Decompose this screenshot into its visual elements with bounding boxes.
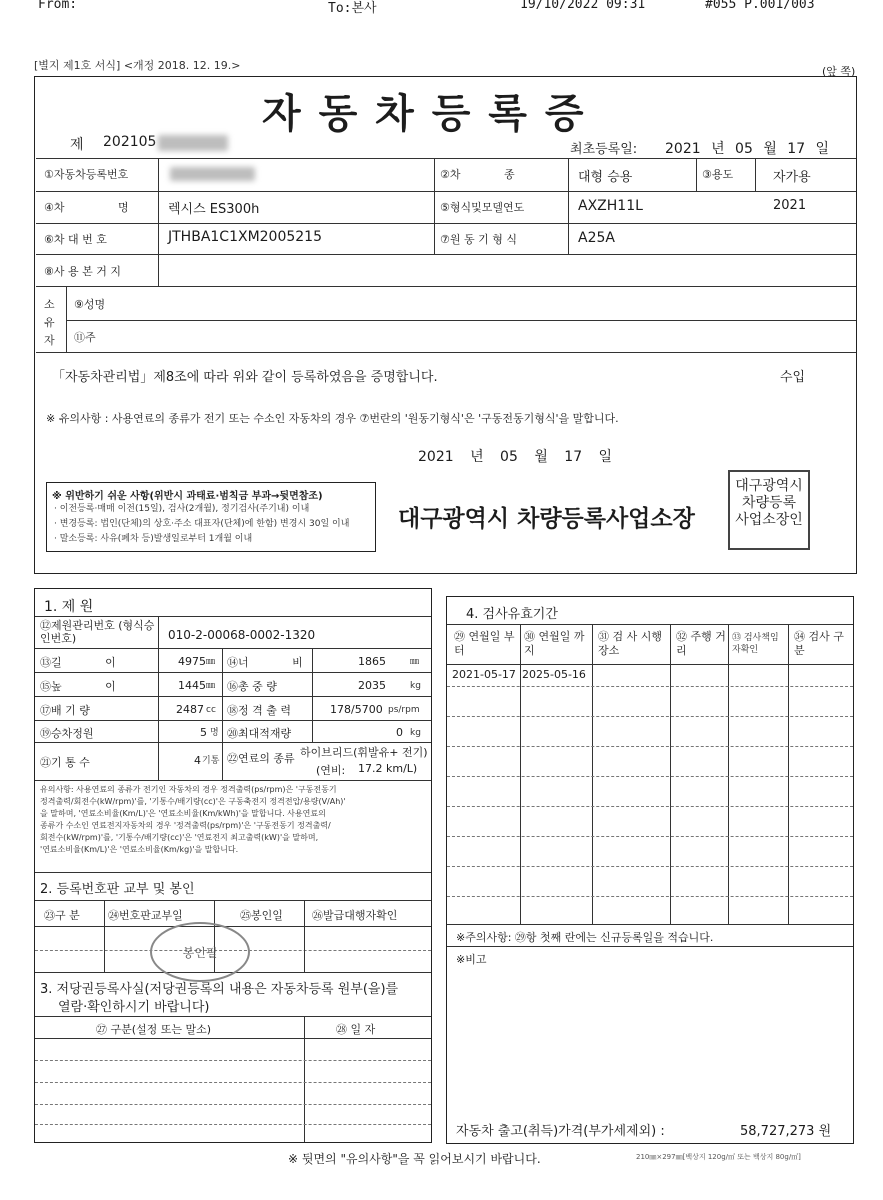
spec-note-5: 회전수(kW/rpm)'를, '기통수/배기량(cc)'은 '연료전지 최고출력(kW)'을 말하며, [40, 833, 319, 842]
cert-no-value: 202105 [103, 134, 157, 150]
spec-note-1: 유의사항: 사용연료의 종류가 전기인 자동차의 경우 정격출력(ps/rpm)은 '구동전동기 [40, 785, 337, 794]
paper-spec: 210㎜×297㎜[백상지 120g/㎡ 또는 백상지 80g/㎡] [636, 1153, 801, 1161]
seats-value: 5 [200, 726, 207, 739]
spec-title: 1. 제 원 [44, 599, 94, 615]
spec-note-2: 정격출력/회전수(kW/rpm)'를, '기통수/배기량(cc)'은 구동축전지 정격전압/용량(V/Ah)' [40, 797, 346, 806]
cylinders-unit: 기통 [202, 756, 220, 766]
insp-col-place: ㉛ 검 사 시행장소 [598, 630, 662, 657]
power-value: 178/5700 [330, 703, 383, 716]
issue-date: 2021 년 05 월 17 일 [418, 449, 613, 465]
insp-col-from: ㉙ 연월일 부터 [454, 630, 515, 657]
height-value: 1445 [178, 679, 206, 692]
issuer-name: 대구광역시 차량등록사업소장 [398, 506, 695, 532]
fax-to: To:본사 [328, 1, 377, 16]
insp-col-officer: ㉝ 검사책임 자확인 [732, 633, 779, 655]
vin-label: ⑥차 대 번 호 [44, 233, 107, 246]
type-label: ②차 종 [440, 168, 515, 181]
length-label: ⑬길 이 [40, 656, 116, 669]
stamp-line-3: 사업소장인 [735, 512, 803, 528]
spec-no-value: 010-2-00068-0002-1320 [168, 628, 316, 642]
height-unit: ㎜ [206, 681, 216, 691]
import-mark: 수입 [780, 370, 806, 385]
seats-label: ⑲승차정원 [40, 727, 94, 740]
width-label: ⑭너 비 [227, 656, 303, 669]
efficiency-label: (연비: [316, 764, 346, 777]
cylinders-value: 4 [194, 754, 201, 767]
fuel-value: 하이브리드(휘발유+ 전기) [300, 746, 428, 759]
stamp-line-1: 대구광역시 [735, 478, 803, 494]
plate-title: 2. 등록번호판 교부 및 봉인 [40, 882, 195, 897]
warning-line-1: · 이전등록·매매 이전(15일), 검사(2개월), 정기검사(주기내) 이내 [54, 504, 310, 514]
length-value: 4975 [178, 655, 206, 668]
warning-line-3: · 말소등록: 사유(폐차 등)발생일로부터 1개월 이내 [54, 534, 253, 544]
fax-from: From: [38, 0, 78, 12]
first-reg-label: 최초등록일: [570, 142, 638, 157]
fuel-note: ※ 유의사항 : 사용연료의 종류가 전기 또는 수소인 자동차의 경우 ⑦번란의 '원동기형식'은 '구동전동기형식'을 말합니다. [46, 412, 619, 425]
form-number: [별지 제1호 서식] <개정 2018. 12. 19.> [34, 59, 241, 72]
official-stamp [728, 470, 810, 550]
location-label: ⑧사 용 본 거 지 [44, 265, 121, 278]
first-reg-date: 2021 년 05 월 17 일 [665, 141, 830, 157]
load-value: 0 [396, 726, 403, 739]
lien-col-type: ㉗ 구분(설정 또는 말소) [96, 1023, 212, 1036]
price-value: 58,727,273 원 [740, 1124, 832, 1139]
name-value: 렉시스 ES300h [168, 202, 260, 217]
seal-stamp: 봉인필 [150, 922, 250, 982]
model-year-value: 2021 [773, 198, 807, 213]
displacement-value: 2487 [176, 703, 204, 716]
seats-unit: 명 [210, 728, 219, 738]
plate-col-agent: ㉖발급대행자확인 [312, 909, 398, 922]
weight-unit: kg [410, 681, 421, 691]
load-label: ⑳최대적재량 [227, 727, 292, 740]
owner-address-label: ⑪주 [74, 331, 96, 344]
footer-note: ※ 뒷면의 "유의사항"을 꼭 읽어보시기 바랍니다. [288, 1152, 541, 1166]
cylinders-label: ㉑기 통 수 [40, 756, 90, 769]
vin-value: JTHBA1C1XM2005215 [168, 229, 322, 245]
efficiency-value: 17.2 km/L) [358, 762, 418, 775]
lien-title-2: 열람·확인하시기 바랍니다) [58, 1000, 210, 1015]
owner-name-label: ⑨성명 [74, 298, 106, 311]
lien-col-date: ㉘ 일 자 [336, 1023, 376, 1036]
reg-no-label: ①자동차등록번호 [44, 168, 129, 181]
owner-label: 소 유 자 [44, 298, 55, 347]
insp-notice: ※주의사항: ㉙항 첫째 란에는 신규등록일을 적습니다. [456, 931, 714, 944]
spec-note-3: 을 말하며, '연료소비율(Km/L)'은 '연료소비율(Km/kWh)'을 말합니다. 사용연료의 [40, 809, 326, 818]
plate-col-issue-date: ㉔번호판교부일 [108, 909, 183, 922]
engine-value: A25A [578, 230, 615, 246]
insp-col-to: ㉚ 연월일 까지 [524, 630, 585, 657]
use-label: ③용도 [702, 168, 734, 181]
law-statement: 「자동차관리법」제8조에 따라 위와 같이 등록하였음을 증명합니다. [52, 370, 438, 385]
cert-no-label: 제 [70, 137, 84, 153]
plate-col-seal-date: ㉕봉인일 [240, 909, 283, 922]
document-title: 자 동 차 등 록 증 [262, 90, 586, 137]
spec-no-label: ⑫제원관리번호 (형식승인번호) [40, 619, 155, 645]
displacement-label: ⑰배 기 량 [40, 704, 90, 717]
use-value: 자가용 [773, 170, 811, 185]
insp-col-mileage: ㉜ 주행 거리 [676, 630, 726, 657]
weight-label: ⑯총 중 량 [227, 680, 277, 693]
insp-remarks: ※비고 [456, 953, 487, 966]
height-label: ⑮높 이 [40, 680, 116, 693]
redacted-cert-no [158, 135, 228, 151]
spec-note-6: '연료소비율(Km/L)'은 '연료소비율(Km/kg)'을 말합니다. [40, 845, 239, 854]
name-label: ④차 명 [44, 201, 129, 214]
engine-label: ⑦원 동 기 형 식 [440, 233, 517, 246]
spec-note-4: 종류가 수소인 연료전지자동차의 경우 '정격출력(ps/rpm)'은 '구동전동기 정격출력/ [40, 821, 331, 830]
lien-title-1: 3. 저당권등록사실(저당권등록의 내용은 자동차등록 원부(을)를 [40, 982, 399, 997]
stamp-line-2: 차량등록 [741, 495, 797, 511]
price-label: 자동차 출고(취득)가격(부가세제외) : [456, 1124, 665, 1139]
insp-col-kind: ㉞ 검사 구분 [794, 630, 844, 657]
length-unit: ㎜ [206, 657, 216, 667]
model-value: AXZH11L [578, 198, 643, 214]
insp-row1-to: 2025-05-16 [522, 668, 586, 681]
weight-value: 2035 [358, 679, 386, 692]
model-label: ⑤형식및모델연도 [440, 201, 525, 214]
fax-page: #055 P.001/003 [705, 0, 815, 12]
inspection-title: 4. 검사유효기간 [466, 607, 558, 622]
width-value: 1865 [358, 655, 386, 668]
fuel-label: ㉒연료의 종류 [227, 752, 295, 765]
warning-title: ※ 위반하기 쉬운 사항(위반시 과태료·범칙금 부과→뒷면참조) [52, 491, 323, 502]
page-side: (앞 쪽) [822, 65, 856, 78]
type-value: 대형 승용 [578, 170, 633, 185]
width-unit: ㎜ [410, 657, 420, 667]
redacted-reg-no [170, 167, 255, 181]
power-label: ⑱정 격 출 력 [227, 704, 291, 717]
displacement-unit: cc [206, 705, 216, 715]
load-unit: kg [410, 728, 421, 738]
insp-row1-from: 2021-05-17 [452, 668, 516, 681]
power-unit: ps/rpm [388, 705, 420, 715]
warning-line-2: · 변경등록: 법인(단체)의 상호·주소 대표자(단체)에 한함) 변경시 30일 이내 [54, 519, 350, 529]
fax-datetime: 19/10/2022 09:31 [520, 0, 646, 12]
plate-col-type: ㉓구 분 [44, 909, 80, 922]
